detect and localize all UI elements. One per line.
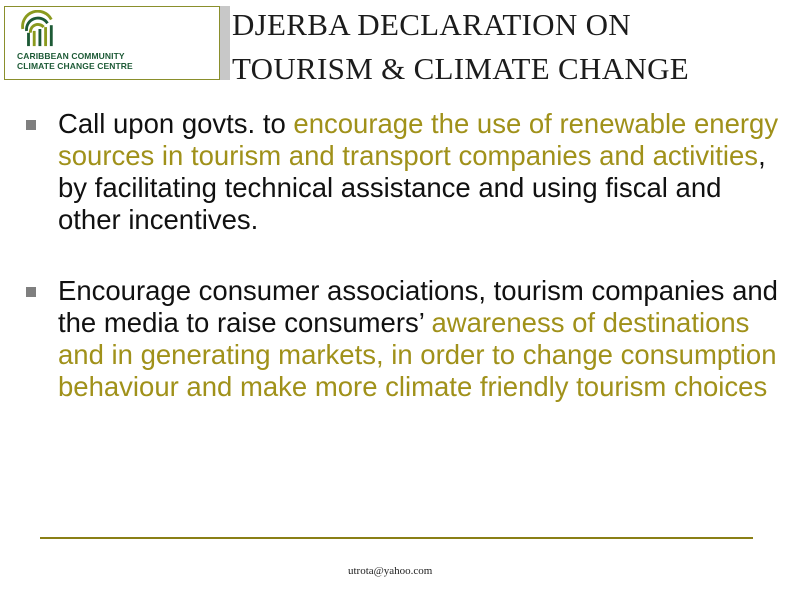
footer-email: utrota@yahoo.com <box>348 565 433 577</box>
logo-text <box>17 51 133 71</box>
title-line-1: DJERBA DECLARATION ON <box>232 7 631 42</box>
bullet-list <box>26 108 786 403</box>
footer-rule <box>40 537 753 539</box>
bullet-text-segment: , by facilitating technical assistance and using fiscal and other incentives. <box>58 140 766 235</box>
title-line-2: TOURISM & CLIMATE CHANGE <box>232 51 690 86</box>
slide-title <box>232 3 689 91</box>
leaf-logo-icon <box>19 10 57 48</box>
title-divider <box>220 6 230 80</box>
square-bullet-icon <box>26 120 36 130</box>
bullet-text-segment: Call upon govts. to <box>58 108 294 139</box>
bullet-item <box>26 275 786 403</box>
logo <box>4 6 220 80</box>
logo-line-2: CLIMATE CHANGE CENTRE <box>17 61 133 71</box>
square-bullet-icon <box>26 287 36 297</box>
bullet-highlight-text: encourage the use of renewable energy sources in tourism and transport companies and activities <box>58 108 779 171</box>
logo-line-1: CARIBBEAN COMMUNITY <box>17 51 125 61</box>
bullet-highlight-text: awareness of destinations and in generating markets, in order to change consumption behaviour and make more climate friendly tourism choices <box>58 307 777 402</box>
bullet-item <box>26 108 786 236</box>
bullet-text-segment: Encourage consumer associations, tourism companies and the media to raise consumers’ <box>58 275 778 338</box>
